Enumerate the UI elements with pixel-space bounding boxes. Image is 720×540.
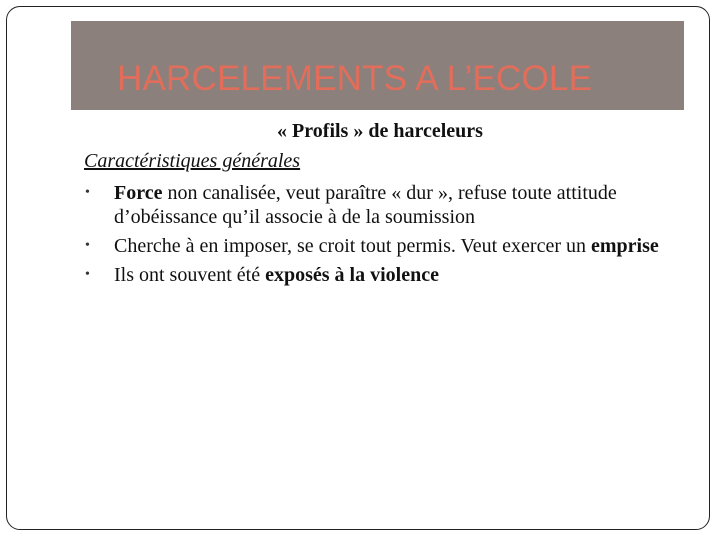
bullet-item — [84, 263, 684, 287]
bullet-icon — [85, 181, 90, 205]
bullet-item — [84, 234, 684, 258]
section-heading: Caractéristiques générales — [84, 150, 301, 172]
bullet-text: Ils ont souvent été — [114, 264, 266, 286]
bullet-text: non canalisée, veut paraître « dur », refuse toute attitude d’obéissance qu’il associe à de la soumission — [114, 182, 617, 228]
title-band — [71, 21, 684, 110]
bullet-bold-tail: exposés à la violence — [265, 264, 439, 286]
bullet-bold-lead: Force — [114, 182, 163, 204]
bullet-list — [84, 181, 684, 292]
slide-subtitle: « Profils » de harceleurs — [277, 120, 483, 142]
bullet-bold-tail: emprise — [591, 235, 659, 257]
bullet-icon — [85, 263, 90, 287]
slide-title: HARCELEMENTS A L’ECOLE — [117, 59, 593, 98]
bullet-icon — [85, 234, 90, 258]
bullet-item — [84, 181, 684, 229]
bullet-text: Cherche à en imposer, se croit tout permis. Veut exercer un — [114, 235, 592, 257]
